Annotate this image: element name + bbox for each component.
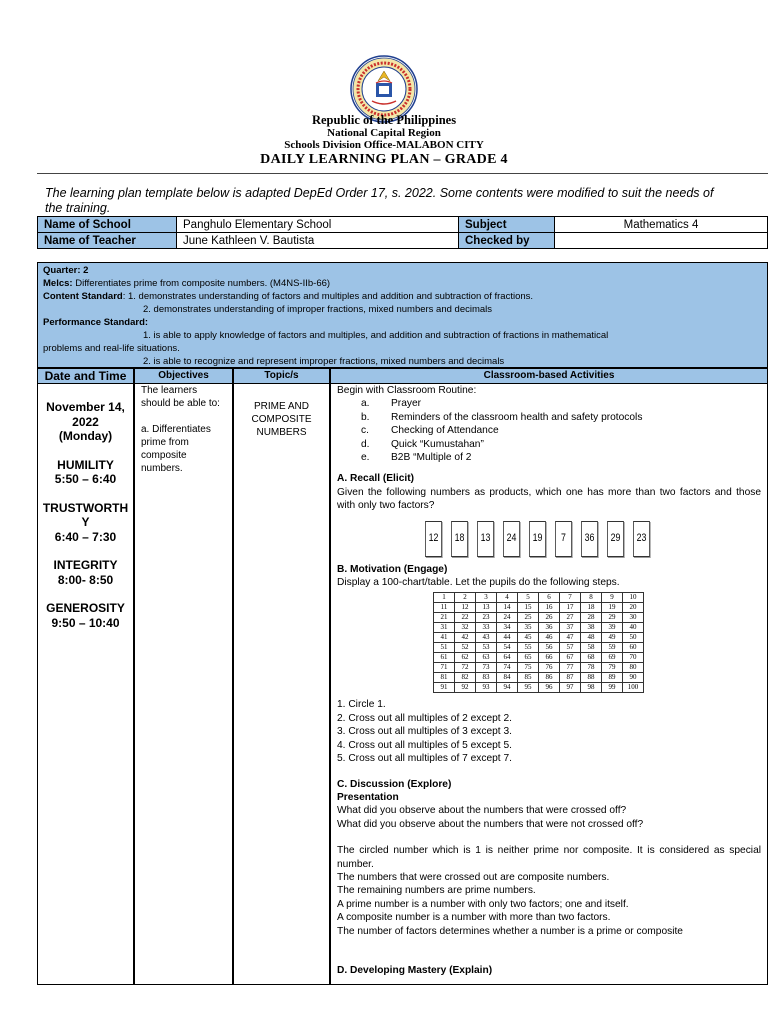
hundred-chart-cell: 4: [497, 593, 518, 603]
hundred-chart-cell: 26: [539, 613, 560, 623]
mastery-title: D. Developing Mastery (Explain): [337, 964, 493, 976]
hundred-chart-cell: 53: [476, 643, 497, 653]
section-3-time: 8:00- 8:50: [57, 572, 114, 587]
hundred-chart-cell: 61: [434, 653, 455, 663]
routine-item: [337, 411, 761, 424]
hundred-chart-cell: 49: [602, 633, 623, 643]
hundred-chart-cell: 38: [581, 623, 602, 633]
hundred-chart-cell: 5: [518, 593, 539, 603]
section-2-name-a: TRUSTWORTH: [42, 500, 129, 515]
hundred-chart-cell: 96: [539, 683, 560, 693]
intro-text: The learning plan template below is adapted DepEd Order 17, s. 2022. Some contents were modified to suit the needs of the training.: [45, 186, 714, 215]
hundred-chart-cell: 33: [476, 623, 497, 633]
routine-item-text: B2B “Multiple of 2: [391, 452, 472, 464]
hundred-chart-cell: 43: [476, 633, 497, 643]
performance-1: 1. is able to apply knowledge of factors and multiples, and addition and subtraction of fractions in mathematical: [143, 330, 609, 341]
section-1-name: HUMILITY: [57, 457, 114, 472]
hundred-chart-cell: 68: [581, 653, 602, 663]
hundred-chart-cell: 1: [434, 593, 455, 603]
objective-item: a. Differentiates prime from composite numbers.: [141, 424, 211, 474]
routine-item-text: Checking of Attendance: [391, 425, 499, 437]
checked-label: Checked by: [459, 233, 555, 249]
hundred-chart-cell: 97: [560, 683, 581, 693]
routine-item-marker: b.: [361, 411, 370, 423]
objectives-intro: The learners should be able to:: [141, 385, 220, 409]
hundred-chart-cell: 41: [434, 633, 455, 643]
hundred-chart-cell: 90: [623, 673, 644, 683]
hundred-chart-cell: 78: [581, 663, 602, 673]
hundred-chart-cell: 27: [560, 613, 581, 623]
hundred-chart-cell: 11: [434, 603, 455, 613]
hundred-chart-cell: 54: [497, 643, 518, 653]
hundred-chart-cell: 48: [581, 633, 602, 643]
subject-label: Subject: [459, 217, 555, 233]
hundred-chart-cell: 47: [560, 633, 581, 643]
hundred-chart-cell: 70: [623, 653, 644, 663]
recall-title: A. Recall (Elicit): [337, 473, 414, 485]
hundred-chart-cell: 12: [455, 603, 476, 613]
steps-list: [337, 698, 761, 765]
content-1: : 1. demonstrates understanding of factors and multiples and addition and subtraction of fractions.: [122, 291, 534, 302]
hundred-chart-cell: 95: [518, 683, 539, 693]
motivation-text: Display a 100-chart/table. Let the pupils do the following steps.: [337, 577, 620, 589]
hundred-chart-cell: 13: [476, 603, 497, 613]
routine-item-text: Reminders of the classroom health and safety protocols: [391, 411, 643, 423]
discussion-title: C. Discussion (Explore): [337, 778, 452, 790]
hundred-chart-cell: 3: [476, 593, 497, 603]
step-item: 2. Cross out all multiples of 2 except 2.: [337, 712, 512, 724]
section-4-name: GENEROSITY: [46, 601, 125, 615]
melcs: [43, 277, 762, 290]
hundred-chart-cell: 9: [602, 593, 623, 603]
hundred-chart-cell: 89: [602, 673, 623, 683]
hundred-chart-cell: 45: [518, 633, 539, 643]
hundred-chart-cell: 6: [539, 593, 560, 603]
header-divider: [37, 173, 768, 174]
hundred-chart-cell: 25: [518, 613, 539, 623]
hundred-chart-cell: 10: [623, 593, 644, 603]
number-card: 18: [451, 521, 468, 557]
hundred-chart-cell: 21: [434, 613, 455, 623]
hundred-chart-cell: 64: [497, 653, 518, 663]
routine-item-marker: d.: [361, 438, 370, 450]
number-card: 36: [581, 521, 598, 557]
topic-text: PRIME AND COMPOSITE NUMBERS: [251, 401, 312, 438]
hundred-chart-cell: 74: [497, 663, 518, 673]
hundred-chart-cell: 66: [539, 653, 560, 663]
routine-item-marker: e.: [361, 452, 370, 464]
school-label: Name of School: [38, 217, 177, 233]
hundred-chart-cell: 8: [581, 593, 602, 603]
discussion-p5: A composite number is a number with more than two factors.: [337, 912, 611, 924]
hundred-chart-cell: 81: [434, 673, 455, 683]
hundred-chart-cell: 37: [560, 623, 581, 633]
hundred-chart-cell: 88: [581, 673, 602, 683]
hundred-chart-cell: 15: [518, 603, 539, 613]
hundred-chart-cell: 31: [434, 623, 455, 633]
routine-item-text: Prayer: [391, 398, 422, 410]
plan-title: DAILY LEARNING PLAN – GRADE 4: [260, 152, 508, 167]
hundred-chart-cell: 69: [602, 653, 623, 663]
hundred-chart-cell: 77: [560, 663, 581, 673]
hundred-chart-cell: 20: [623, 603, 644, 613]
discussion-p4: A prime number is a number with only two factors; one and itself.: [337, 898, 629, 910]
hundred-chart-cell: 99: [602, 683, 623, 693]
discussion-p6: The number of factors determines whether a number is a prime or composite: [337, 925, 683, 937]
quarter: Quarter: 2: [43, 265, 89, 276]
routine-item-marker: c.: [361, 425, 369, 437]
hundred-chart-cell: 83: [476, 673, 497, 683]
hundred-chart-cell: 86: [539, 673, 560, 683]
hundred-chart-cell: 76: [539, 663, 560, 673]
hundred-chart-cell: 79: [602, 663, 623, 673]
hundred-chart-cell: 17: [560, 603, 581, 613]
hundred-chart-cell: 62: [455, 653, 476, 663]
number-card: 19: [529, 521, 546, 557]
hundred-chart-cell: 75: [518, 663, 539, 673]
hundred-chart-cell: 67: [560, 653, 581, 663]
hundred-chart-cell: 94: [497, 683, 518, 693]
routine-item-marker: a.: [361, 398, 370, 410]
col-objectives: Objectives: [134, 368, 233, 384]
routine-item: [337, 438, 761, 451]
routine-item: [337, 424, 761, 437]
hundred-chart-cell: 56: [539, 643, 560, 653]
hundred-chart-cell: 82: [455, 673, 476, 683]
number-card: 13: [477, 521, 494, 557]
division-heading: Schools Division Office-MALABON CITY: [284, 139, 484, 151]
hundred-chart-cell: 7: [560, 593, 581, 603]
hundred-chart-cell: 39: [602, 623, 623, 633]
region-heading: National Capital Region: [327, 127, 441, 139]
info-table: [37, 216, 768, 249]
number-card: 12: [425, 521, 442, 557]
hundred-chart-cell: 98: [581, 683, 602, 693]
standards-box: [37, 262, 768, 368]
number-card: 24: [503, 521, 520, 557]
hundred-chart-cell: 35: [518, 623, 539, 633]
hundred-chart-cell: 23: [476, 613, 497, 623]
hundred-chart-cell: 57: [560, 643, 581, 653]
hundred-chart-cell: 22: [455, 613, 476, 623]
hundred-chart-cell: 36: [539, 623, 560, 633]
number-card: 29: [607, 521, 624, 557]
teacher-label: Name of Teacher: [38, 233, 177, 249]
section-4-time: 9:50 – 10:40: [51, 615, 120, 630]
hundred-chart-cell: 30: [623, 613, 644, 623]
schedule-cell: [37, 384, 134, 985]
hundred-chart-cell: 73: [476, 663, 497, 673]
hundred-chart-cell: 16: [539, 603, 560, 613]
content-label: Content Standard: [43, 291, 123, 302]
routine-item-text: Quick “Kumustahan”: [391, 438, 484, 450]
section-3-name: INTEGRITY: [53, 558, 118, 572]
hundred-chart-cell: 87: [560, 673, 581, 683]
hundred-chart-cell: 63: [476, 653, 497, 663]
teacher-value: June Kathleen V. Bautista: [177, 233, 459, 249]
section-1-time: 5:50 – 6:40: [54, 472, 117, 486]
step-item: 4. Cross out all multiples of 5 except 5.: [337, 739, 512, 751]
objectives-cell: [134, 384, 233, 985]
hundred-chart-cell: 44: [497, 633, 518, 643]
hundred-chart-cell: 29: [602, 613, 623, 623]
hundred-chart-cell: 65: [518, 653, 539, 663]
topic-cell: [233, 384, 330, 985]
hundred-chart-cell: 72: [455, 663, 476, 673]
step-item: 1. Circle 1.: [337, 699, 386, 711]
hundred-chart: [433, 592, 644, 693]
number-card: 7: [555, 521, 572, 557]
hundred-chart-cell: 32: [455, 623, 476, 633]
discussion-p1: The circled number which is 1 is neither prime nor composite. It is considered as special number.: [337, 845, 761, 870]
checked-value: [555, 233, 768, 249]
republic-heading: Republic of the Philippines: [311, 113, 457, 127]
routine-item: [337, 397, 761, 410]
step-item: 5. Cross out all multiples of 7 except 7.: [337, 753, 512, 765]
hundred-chart-cell: 55: [518, 643, 539, 653]
hundred-chart-cell: 92: [455, 683, 476, 693]
hundred-chart-cell: 85: [518, 673, 539, 683]
hundred-chart-cell: 42: [455, 633, 476, 643]
date-line-2: 2022: [72, 414, 99, 429]
content-2: 2. demonstrates understanding of improper fractions, mixed numbers and decimals: [143, 304, 493, 315]
hundred-chart-cell: 19: [602, 603, 623, 613]
performance-2: 2. is able to recognize and represent improper fractions, mixed numbers and decimals: [143, 356, 505, 367]
hundred-chart-cell: 46: [539, 633, 560, 643]
question-1: What did you observe about the numbers that were crossed off?: [337, 805, 627, 817]
hundred-chart-cell: 50: [623, 633, 644, 643]
melcs-label: Melcs:: [43, 278, 73, 289]
hundred-chart-cell: 40: [623, 623, 644, 633]
hundred-chart-cell: 28: [581, 613, 602, 623]
number-card: 23: [633, 521, 650, 557]
hundred-chart-cell: 58: [581, 643, 602, 653]
routine-list: [337, 397, 761, 464]
discussion-p3: The remaining numbers are prime numbers.: [337, 885, 536, 897]
hundred-chart-cell: 60: [623, 643, 644, 653]
subject-value: Mathematics 4: [555, 217, 768, 233]
section-2-time: 6:40 – 7:30: [54, 529, 117, 544]
hundred-chart-cell: 14: [497, 603, 518, 613]
hundred-chart-cell: 51: [434, 643, 455, 653]
hundred-chart-cell: 80: [623, 663, 644, 673]
question-2: What did you observe about the numbers that were not crossed off?: [337, 818, 644, 830]
hundred-chart-cell: 24: [497, 613, 518, 623]
step-item: 3. Cross out all multiples of 3 except 3.: [337, 726, 512, 738]
hundred-chart-cell: 91: [434, 683, 455, 693]
hundred-chart-cell: 59: [602, 643, 623, 653]
col-activities: Classroom-based Activities: [330, 368, 768, 384]
col-date-time: Date and Time: [37, 368, 134, 384]
recall-text: Given the following numbers as products, which one has more than two factors and those with only two factors?: [337, 486, 761, 512]
day: (Monday): [58, 429, 113, 443]
hundred-chart-cell: 34: [497, 623, 518, 633]
performance-label: Performance Standard:: [43, 317, 149, 328]
hundred-chart-cell: 71: [434, 663, 455, 673]
date-line-1: November 14,: [46, 400, 125, 414]
content-standard: [43, 290, 762, 303]
hundred-chart-cell: 100: [623, 683, 644, 693]
motivation-title: B. Motivation (Engage): [337, 563, 448, 575]
hundred-chart-cell: 2: [455, 593, 476, 603]
section-2-name-b: Y: [81, 515, 90, 529]
hundred-chart-cell: 93: [476, 683, 497, 693]
hundred-chart-cell: 84: [497, 673, 518, 683]
routine-heading: Begin with Classroom Routine:: [337, 385, 477, 396]
col-topics: Topic/s: [233, 368, 330, 384]
hundred-chart-cell: 52: [455, 643, 476, 653]
discussion-p2: The numbers that were crossed out are composite numbers.: [337, 871, 610, 883]
melcs-text: Differentiates prime from composite numbers. (M4NS-IIb-66): [72, 278, 331, 289]
hundred-chart-cell: 18: [581, 603, 602, 613]
presentation-label: Presentation: [337, 791, 399, 803]
routine-item: [337, 451, 761, 464]
performance-1b: problems and real-life situations.: [43, 343, 180, 354]
number-cards: [423, 521, 761, 557]
school-value: Panghulo Elementary School: [177, 217, 459, 233]
activities-cell: [330, 384, 768, 985]
